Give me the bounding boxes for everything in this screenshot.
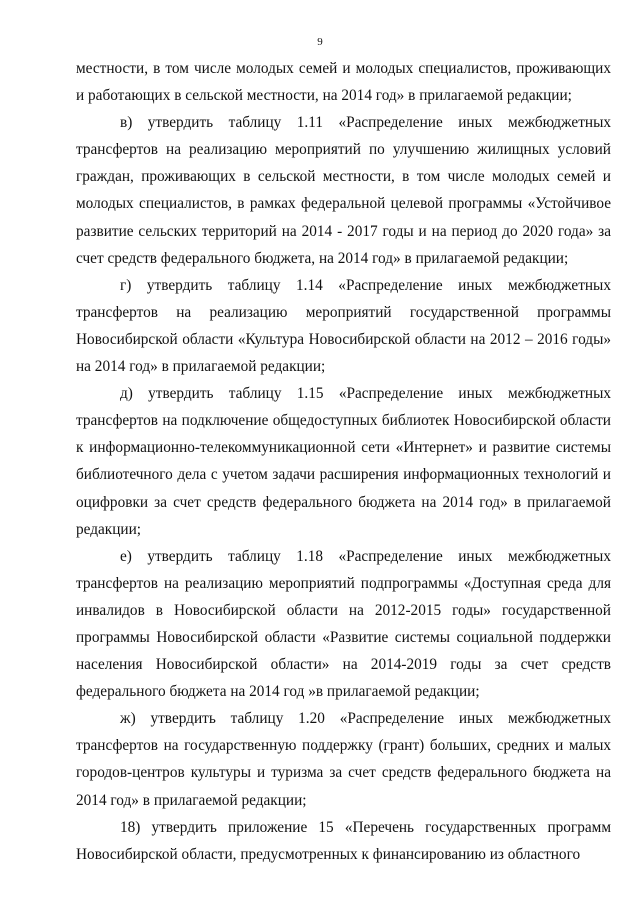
page-number: 9 — [317, 36, 323, 48]
paragraph-item-e: е) утвердить таблицу 1.18 «Распределение иных межбюджетных трансфертов на реализацию мероприятий подпрограммы «Доступная среда для инвалидов в Новосибирской области на 2012-2015 годы» государственной программы Новосибирской области «Развитие системы социальной поддержки населения Новосибирской области» на 2014-2019 годы за счет средств федерального бюджета на 2014 год »в прилагаемой редакции; — [76, 547, 611, 701]
paragraph-item-18: 18) утвердить приложение 15 «Перечень государственных программ Новосибирской области, предусмотренных к финансированию из областного — [76, 818, 611, 863]
paragraph-item-g: г) утвердить таблицу 1.14 «Распределение иных межбюджетных трансфертов на реализацию мероприятий государственной программы Новосибирской области «Культура Новосибирской области на 2012 – 2016 годы» на 2014 год» в прилагаемой редакции; — [76, 276, 611, 376]
paragraph-item-zh: ж) утвердить таблицу 1.20 «Распределение иных межбюджетных трансфертов на государственную поддержку (грант) больших, средних и малых городов-центров культуры и туризма за счет средств федерального бюджета на 2014 год» в прилагаемой редакции; — [76, 710, 611, 809]
document-body — [76, 55, 611, 868]
paragraph-item-v: в) утвердить таблицу 1.11 «Распределение иных межбюджетных трансфертов на реализацию мероприятий по улучшению жилищных условий граждан, проживающих в сельской местности, в том числе молодых семей и молодых специалистов, в рамках федеральной целевой программы «Устойчивое развитие сельских территорий на 2014 - 2017 годы и на период до 2020 года» за счет средств федерального бюджета, на 2014 год» в прилагаемой редакции; — [76, 114, 611, 267]
paragraph-continuation: местности, в том числе молодых семей и молодых специалистов, проживающих и работающих в сельской местности, на 2014 год» в прилагаемой редакции; — [76, 60, 611, 105]
paragraph-item-d: д) утвердить таблицу 1.15 «Распределение иных межбюджетных трансфертов на подключение общедоступных библиотек Новосибирской области к информационно-телекоммуникационной сети «Интернет» и развитие системы библиотечного дела с учетом задачи расширения информационных технологий и оцифровки за счет средств федерального бюджета на 2014 год» в прилагаемой редакции; — [76, 385, 611, 538]
